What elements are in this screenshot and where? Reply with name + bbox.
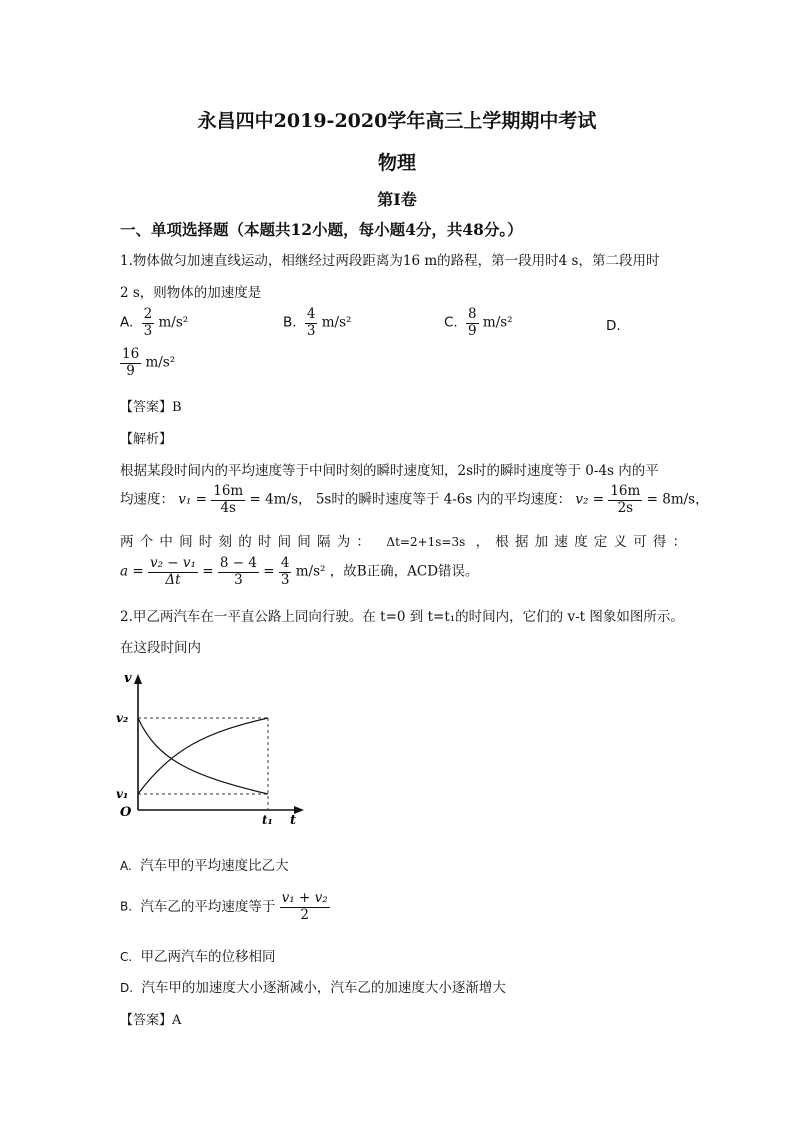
- origin-label: O: [120, 805, 132, 820]
- v1-symbol: v₁ =: [178, 491, 207, 508]
- option-unit: m/s²: [482, 314, 513, 331]
- option-label: C.: [120, 950, 133, 964]
- acc-fraction-2: [218, 556, 259, 588]
- fraction-numerator: 16m: [213, 483, 244, 499]
- option-text: 汽车乙的平均速度等于: [140, 898, 276, 915]
- q1-option-d-label: D.: [606, 318, 621, 334]
- option-text: 汽车甲的平均速度比乙大: [140, 858, 289, 874]
- vt-graph: [112, 668, 312, 832]
- fraction-numerator: 8: [468, 306, 477, 322]
- v2-label: v₂: [116, 711, 129, 725]
- car-accelerating-curve: [138, 718, 268, 794]
- q1-option-c: [444, 307, 513, 339]
- fraction-numerator: 16m: [610, 483, 641, 499]
- fraction-denominator: 3: [280, 571, 290, 588]
- acc-symbol: a =: [120, 563, 144, 580]
- fraction-denominator: Δt: [165, 571, 181, 588]
- acc-fraction-1: [148, 556, 198, 588]
- acc-fraction-3: [279, 556, 292, 588]
- v-axis-label: v: [124, 671, 132, 686]
- v2-symbol: v₂ =: [575, 491, 605, 508]
- subject-title: 物理: [377, 152, 416, 174]
- q1-answer: 【答案】B: [120, 400, 182, 415]
- acc-unit: m/s²: [295, 563, 326, 580]
- option-fraction: [305, 307, 318, 339]
- fraction-numerator: 2: [143, 306, 153, 322]
- fraction-numerator: 16: [122, 346, 140, 362]
- section-heading: 一、单项选择题（本题共12小题，每小题4分，共48分。）: [120, 220, 523, 239]
- q1-analysis-tag: 【解析】: [120, 432, 173, 447]
- fraction-denominator: 2: [300, 906, 309, 923]
- option-fraction: [120, 347, 141, 379]
- q2-stem-line2: 在这段时间内: [120, 640, 201, 656]
- q1-option-b: [283, 307, 351, 339]
- v1-result: = 4m/s，: [249, 491, 312, 508]
- t-axis-label: t: [290, 813, 297, 828]
- volume-title: 第I卷: [377, 190, 417, 209]
- q2-option-b: [120, 891, 330, 923]
- q2-option-d: [120, 976, 506, 996]
- t1-label: t₁: [262, 813, 273, 827]
- q1-analysis-line3: [120, 530, 692, 550]
- fraction-numerator: v₂ − v₁: [149, 555, 196, 571]
- fraction-numerator: v₁ + v₂: [281, 890, 328, 906]
- option-fraction: [142, 307, 155, 339]
- option-text: 汽车甲的加速度大小逐渐减小，汽车乙的加速度大小逐渐增大: [141, 980, 506, 996]
- option-label: B.: [120, 899, 133, 914]
- q1-option-d: [120, 347, 175, 379]
- fraction-denominator: 9: [126, 362, 135, 379]
- fraction-denominator: 3: [234, 571, 243, 588]
- v2-fraction: [608, 484, 642, 516]
- q1-stem-line1: 1.物体做匀加速直线运动，相继经过两段距离为16 m的路程，第一段用时4 s，第二段用时: [120, 253, 660, 269]
- analysis-text: ，根据加速度定义可得：: [475, 534, 693, 550]
- option-unit: m/s²: [158, 314, 189, 331]
- fraction-numerator: 8 − 4: [219, 555, 257, 571]
- time-interval: Δt=2+1s=3s: [386, 535, 466, 549]
- q1-stem-line2: 2 s，则物体的加速度是: [120, 285, 262, 301]
- fraction-numerator: 4: [280, 555, 290, 571]
- q1-analysis-line1: 根据某段时间内的平均速度等于中间时刻的瞬时速度知，2s时的瞬时速度等于 0-4s 内的平: [120, 463, 659, 479]
- fraction-numerator: 4: [306, 306, 316, 322]
- option-fraction: [280, 891, 330, 923]
- q1-acceleration-formula: [120, 556, 479, 588]
- option-label: D.: [120, 981, 134, 995]
- analysis-text: 均速度：: [120, 491, 174, 508]
- analysis-text: 5s时的瞬时速度等于 4-6s 内的平均速度：: [315, 491, 572, 508]
- q1-option-a: [120, 307, 188, 339]
- equals-sign: =: [202, 563, 214, 580]
- option-unit: m/s²: [145, 354, 176, 371]
- v-axis-arrow: [134, 674, 142, 684]
- fraction-denominator: 3: [143, 322, 153, 339]
- option-label: A.: [120, 314, 134, 331]
- q2-option-c: [120, 945, 276, 965]
- q2-option-a: [120, 854, 289, 874]
- q2-answer: 【答案】A: [120, 1013, 182, 1028]
- exam-title: 永昌四中2019-2020学年高三上学期期中考试: [197, 110, 597, 132]
- v2-result: = 8m/s，: [646, 491, 709, 508]
- option-label: C.: [444, 314, 458, 331]
- option-label: B.: [283, 314, 297, 331]
- q1-analysis-line2: [120, 484, 709, 516]
- option-text: 甲乙两汽车的位移相同: [140, 949, 276, 965]
- q2-stem-line1: 2.甲乙两汽车在一平直公路上同向行驶。在 t=0 到 t=t₁的时间内，它们的 v-t 图象如图所示。: [120, 609, 684, 625]
- option-fraction: [466, 307, 479, 339]
- option-label: A.: [120, 859, 132, 873]
- fraction-denominator: 4s: [220, 499, 236, 516]
- fraction-denominator: 3: [306, 322, 316, 339]
- v1-fraction: [211, 484, 245, 516]
- fraction-denominator: 2s: [617, 499, 634, 516]
- car-decelerating-curve: [138, 718, 268, 794]
- option-unit: m/s²: [321, 314, 352, 331]
- fraction-denominator: 9: [468, 322, 477, 339]
- analysis-text: ，故B正确，ACD错误。: [329, 563, 479, 580]
- equals-sign: =: [263, 563, 275, 580]
- v1-label: v₁: [116, 787, 129, 801]
- analysis-text: 两个中间时刻的时间间隔为：: [120, 534, 377, 550]
